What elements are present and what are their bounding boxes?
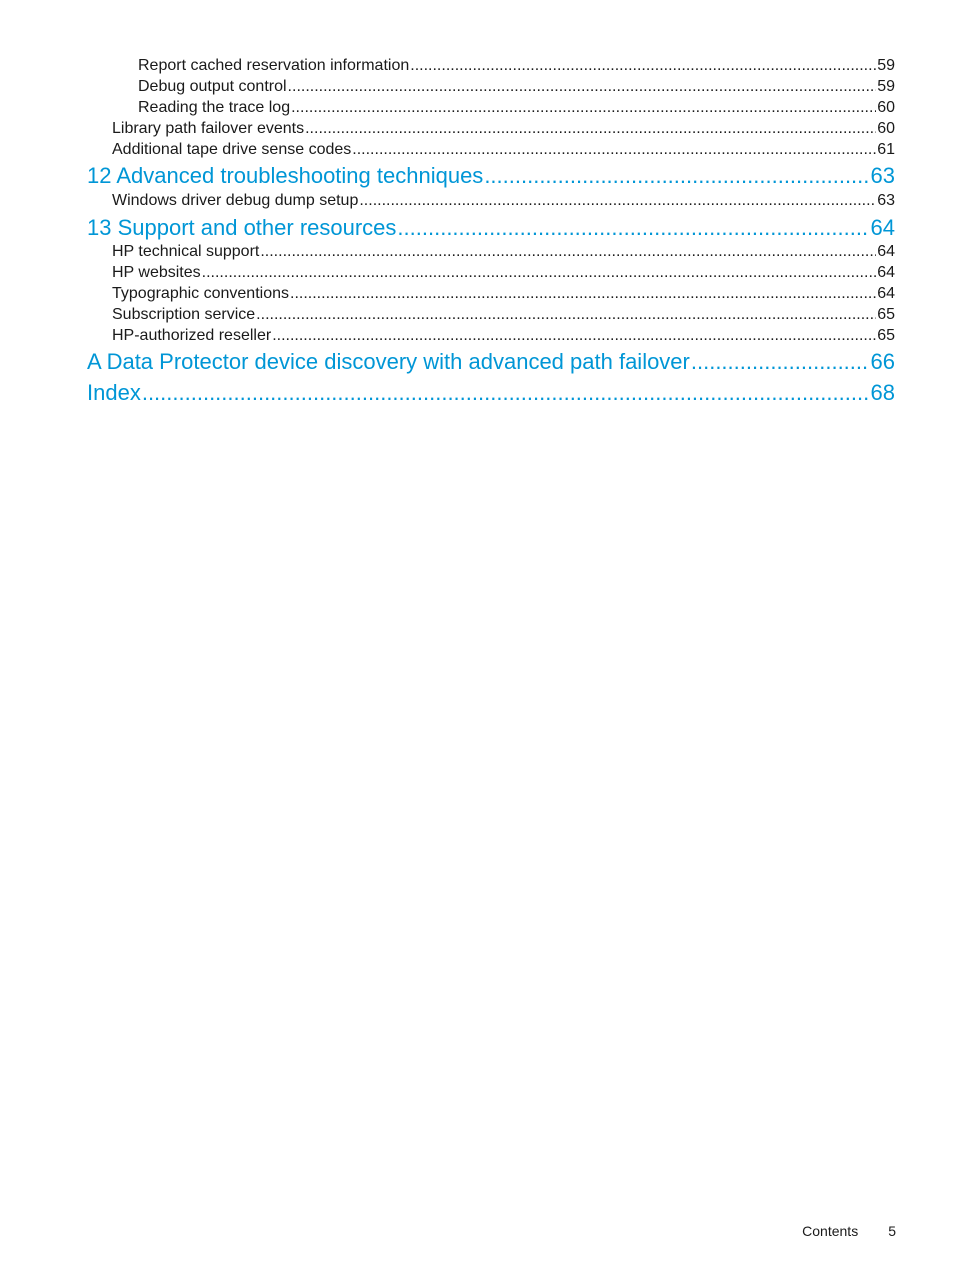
toc-entry-page: 59 bbox=[877, 57, 895, 74]
toc-entry-page: 60 bbox=[877, 99, 895, 116]
dot-leader bbox=[288, 76, 877, 97]
toc-entry-page: 60 bbox=[877, 120, 895, 137]
toc-entry-page: 65 bbox=[877, 327, 895, 344]
toc-index[interactable] bbox=[87, 378, 895, 408]
dot-leader bbox=[256, 304, 876, 325]
toc-entry-additional-sense-codes[interactable] bbox=[112, 139, 895, 160]
toc-entry-reading-trace-log[interactable] bbox=[138, 97, 895, 118]
toc-chapter-page: 64 bbox=[870, 215, 895, 240]
dot-leader bbox=[484, 161, 869, 191]
toc-entry-page: 63 bbox=[877, 192, 895, 209]
toc-entry-windows-debug-dump[interactable] bbox=[112, 190, 895, 211]
toc-chapter-title: A Data Protector device discovery with advanced path failover bbox=[87, 349, 690, 374]
dot-leader bbox=[397, 213, 869, 243]
toc-chapter-page: 68 bbox=[870, 380, 895, 405]
toc-entry-title: Library path failover events bbox=[112, 120, 305, 137]
dot-leader bbox=[260, 241, 876, 262]
toc-entry-title: Subscription service bbox=[112, 306, 256, 323]
toc-entry-page: 64 bbox=[877, 243, 895, 260]
dot-leader bbox=[142, 378, 870, 408]
toc-chapter-page: 66 bbox=[870, 349, 895, 374]
dot-leader bbox=[359, 190, 876, 211]
toc-entry-title: Report cached reservation information bbox=[138, 57, 410, 74]
toc-entry-page: 59 bbox=[877, 78, 895, 95]
toc-entry-library-path-failover[interactable] bbox=[112, 118, 895, 139]
toc-entry-title: HP technical support bbox=[112, 243, 260, 260]
toc-entry-title: Windows driver debug dump setup bbox=[112, 192, 359, 209]
toc-entry-page: 61 bbox=[877, 141, 895, 158]
toc-chapter-12[interactable] bbox=[87, 161, 895, 191]
toc-entry-hp-websites[interactable] bbox=[112, 262, 895, 283]
toc-entry-title: Reading the trace log bbox=[138, 99, 291, 116]
dot-leader bbox=[691, 347, 870, 377]
dot-leader bbox=[291, 97, 876, 118]
toc-chapter-page: 63 bbox=[870, 163, 895, 188]
toc-entry-report-cached-reservation[interactable] bbox=[138, 55, 895, 76]
toc-chapter-title: Index bbox=[87, 380, 141, 405]
toc-chapter-13[interactable] bbox=[87, 213, 895, 243]
toc-entry-subscription-service[interactable] bbox=[112, 304, 895, 325]
toc-entry-page: 64 bbox=[877, 264, 895, 281]
dot-leader bbox=[305, 118, 876, 139]
toc-entry-typographic-conventions[interactable] bbox=[112, 283, 895, 304]
footer-section-label: Contents bbox=[802, 1223, 859, 1239]
toc-entry-debug-output-control[interactable] bbox=[138, 76, 895, 97]
toc-entry-page: 64 bbox=[877, 285, 895, 302]
footer-page-number: 5 bbox=[888, 1223, 896, 1239]
toc-entry-title: HP-authorized reseller bbox=[112, 327, 272, 344]
toc-entry-title: Additional tape drive sense codes bbox=[112, 141, 352, 158]
toc-entry-title: Typographic conventions bbox=[112, 285, 289, 302]
toc-entry-hp-technical-support[interactable] bbox=[112, 241, 895, 262]
page-footer bbox=[802, 1221, 896, 1241]
dot-leader bbox=[410, 55, 876, 76]
toc-entry-title: Debug output control bbox=[138, 78, 287, 95]
toc-appendix-a[interactable] bbox=[87, 347, 895, 377]
dot-leader bbox=[272, 325, 876, 346]
toc-chapter-title: 13 Support and other resources bbox=[87, 215, 397, 240]
toc-entry-title: HP websites bbox=[112, 264, 201, 281]
dot-leader bbox=[202, 262, 877, 283]
dot-leader bbox=[352, 139, 876, 160]
toc-entry-page: 65 bbox=[877, 306, 895, 323]
dot-leader bbox=[290, 283, 876, 304]
toc-chapter-title: 12 Advanced troubleshooting techniques bbox=[87, 163, 484, 188]
toc-entry-hp-authorized-reseller[interactable] bbox=[112, 325, 895, 346]
